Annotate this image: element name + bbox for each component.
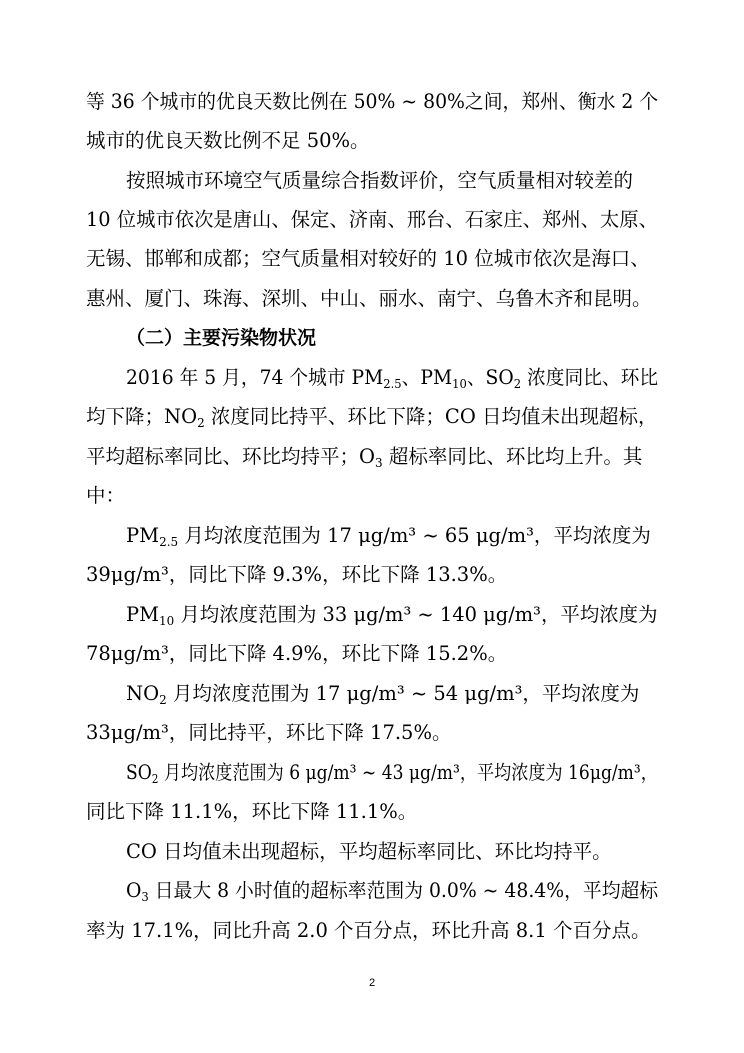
p3-line2 (86, 404, 658, 430)
p3-l2-a: 均下降；NO (86, 405, 198, 428)
pm25-line2: 39μg/m³，同比下降 9.3%，环比下降 13.3%。 (86, 563, 508, 586)
pm25-sub: 2.5 (159, 535, 179, 549)
pm25-name: PM (126, 524, 160, 547)
o3-line2: 率为 17.1%，同比升高 2.0 个百分点，环比升高 8.1 个百分点。 (86, 919, 651, 942)
pm25-line1 (126, 523, 651, 549)
p3-l2-b: 浓度同比持平、环比下降；CO 日均值未出现超标， (204, 405, 658, 428)
p3-l1-c: 、SO (466, 366, 514, 389)
p3-l3-b: 超标率同比、环比均上升。其 (382, 445, 643, 468)
pm10-line2: 78μg/m³，同比下降 4.9%，环比下降 15.2%。 (86, 642, 508, 665)
pm25-text: 月均浓度范围为 17 μg/m³ ~ 65 μg/m³，平均浓度为 (178, 524, 651, 547)
p3-l1-sub2: 10 (452, 377, 467, 391)
p1-line1: 等 36 个城市的优良天数比例在 50% ~ 80%之间，郑州、衡水 2 个 (86, 90, 659, 113)
o3-name: O (126, 879, 142, 902)
no2-sub: 2 (159, 693, 167, 707)
so2-sub: 2 (151, 772, 159, 786)
o3-text: 日最大 8 小时值的超标率范围为 0.0% ~ 48.4%，平均超标 (148, 879, 659, 902)
page-number: 2 (368, 977, 376, 989)
p3-l1-sub1: 2.5 (383, 377, 402, 391)
p3-l1-a: 2016 年 5 月，74 个城市 PM (126, 366, 384, 389)
p1-line2: 城市的优良天数比例不足 50%。 (86, 129, 370, 152)
p3-l1-sub3: 2 (513, 377, 522, 391)
p2-line1: 按照城市环境空气质量综合指数评价，空气质量相对较差的 (126, 169, 634, 192)
o3-sub: 3 (141, 890, 149, 904)
p3-l3-a: 平均超标率同比、环比均持平；O (86, 445, 375, 468)
so2-text: 月均浓度范围为 6 μg/m³ ~ 43 μg/m³，平均浓度为 16μg/m³， (158, 761, 658, 784)
no2-line1 (126, 681, 639, 707)
section-heading: （二）主要污染物状况 (126, 327, 317, 349)
co-line1: CO 日均值未出现超标，平均超标率同比、环比均持平。 (126, 840, 612, 863)
pm10-sub: 10 (158, 614, 175, 628)
no2-name: NO (126, 682, 160, 705)
p3-line4: 中： (86, 484, 126, 507)
so2-line1 (126, 760, 658, 786)
p2-line3: 无锡、邯郸和成都；空气质量相对较好的 10 位城市依次是海口、 (86, 247, 650, 270)
pm10-text: 月均浓度范围为 33 μg/m³ ~ 140 μg/m³，平均浓度为 (174, 603, 658, 626)
no2-text: 月均浓度范围为 17 μg/m³ ~ 54 μg/m³，平均浓度为 (166, 682, 640, 705)
pm10-line1 (126, 602, 658, 628)
p3-l3-sub: 3 (375, 456, 383, 470)
p2-line4: 惠州、厦门、珠海、深圳、中山、丽水、南宁、乌鲁木齐和昆明。 (86, 287, 652, 310)
pm10-name: PM (126, 603, 159, 626)
p3-l2-sub: 2 (197, 416, 205, 430)
p3-line1 (126, 365, 658, 391)
no2-line2: 33μg/m³，同比持平，环比下降 17.5%。 (86, 721, 452, 744)
p2-line2: 10 位城市依次是唐山、保定、济南、邢台、石家庄、郑州、太原、 (86, 208, 658, 231)
p3-line3 (86, 444, 642, 470)
o3-line1 (126, 878, 658, 904)
p3-l1-b: 、PM (401, 366, 453, 389)
p3-l1-d: 浓度同比、环比 (521, 366, 659, 389)
so2-name: SO (126, 761, 152, 784)
so2-line2: 同比下降 11.1%，环比下降 11.1%。 (86, 800, 418, 823)
